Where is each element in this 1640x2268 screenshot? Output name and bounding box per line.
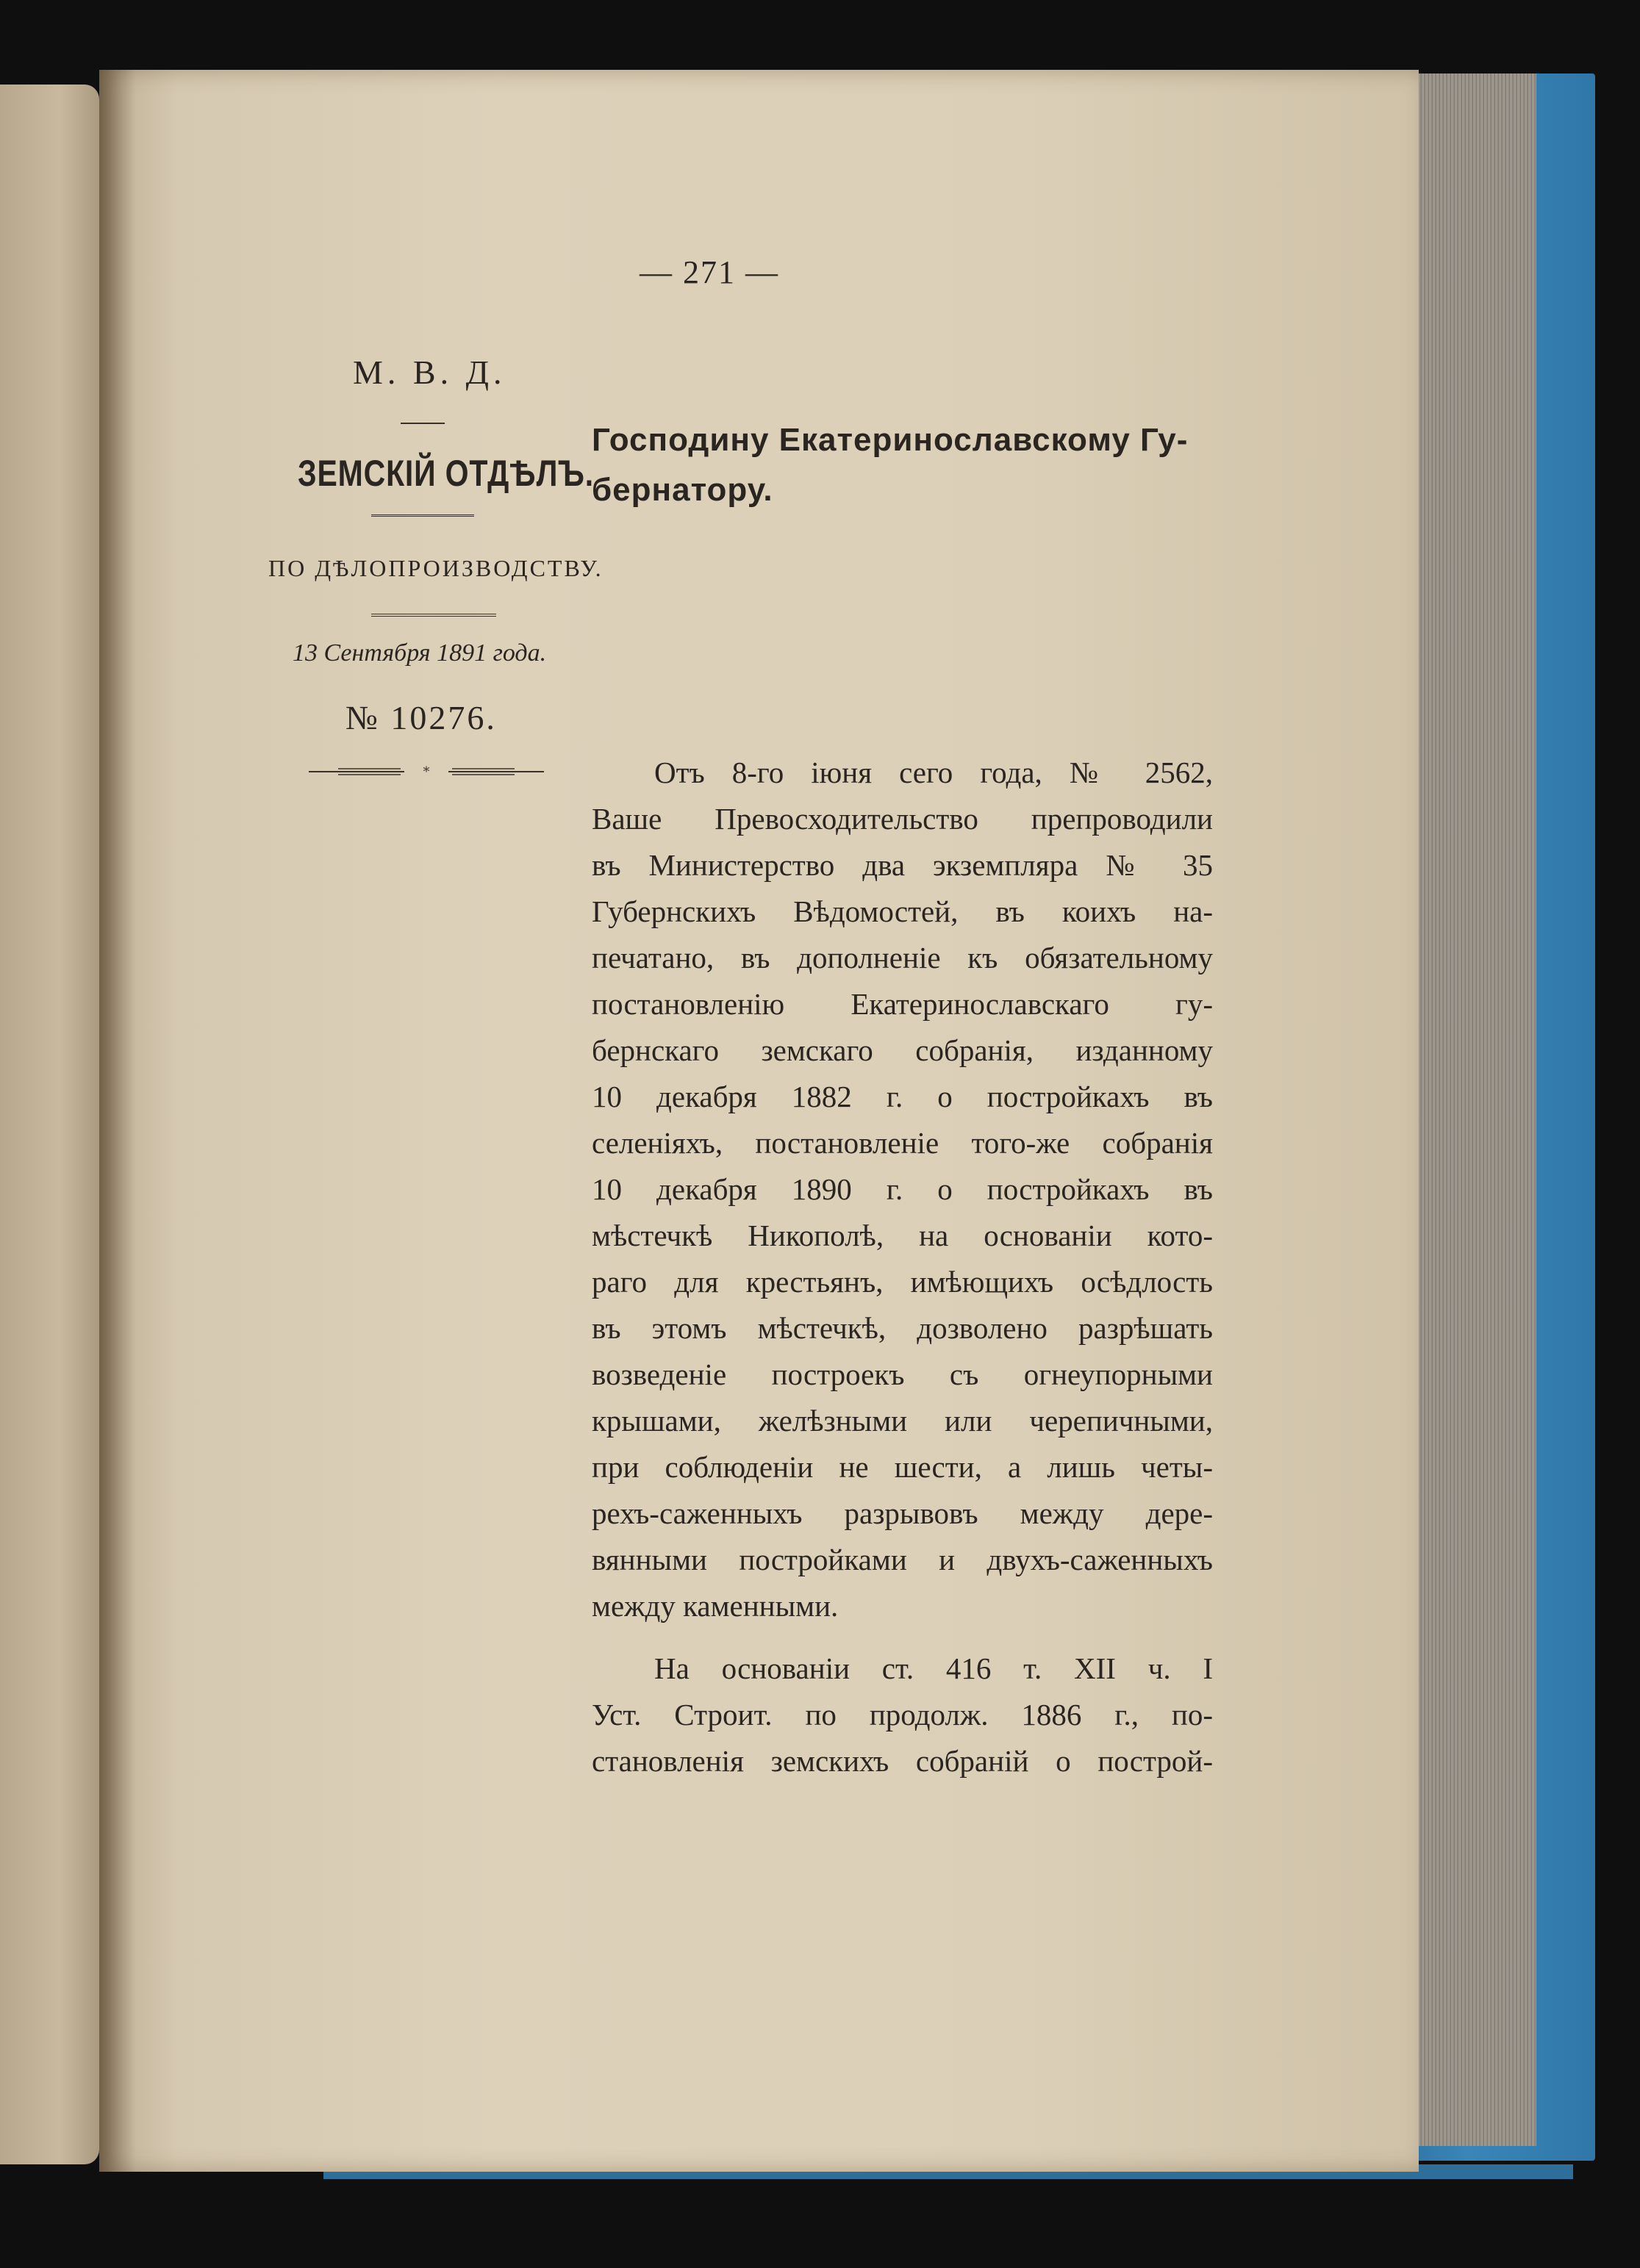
page-number: — 271 — bbox=[640, 254, 779, 290]
heading-rule bbox=[371, 514, 474, 517]
text-line: раго для крестьянъ, имѣющихъ осѣдлость bbox=[592, 1265, 1213, 1299]
text-line: вянными постройками и двухъ-саженныхъ bbox=[592, 1543, 1213, 1576]
text-line: въ Министерство два экземпляра № 35 bbox=[592, 848, 1213, 882]
text-line: Уст. Строит. по продолж. 1886 г., по- bbox=[592, 1698, 1213, 1731]
address-line: Господину Екатеринославскому Гу- bbox=[592, 422, 1189, 458]
paragraph bbox=[592, 1646, 1213, 1784]
text-line: при соблюденіи не шести, а лишь четы- bbox=[592, 1450, 1213, 1484]
document-date: 13 Сентября 1891 года. bbox=[293, 639, 547, 667]
department-heading: ЗЕМСКІЙ ОТДѢЛЪ. bbox=[298, 453, 594, 494]
office-heading: ПО ДѢЛОПРОИЗВОДСТВУ. bbox=[268, 555, 604, 581]
text-line: На основаніи ст. 416 т. XII ч. I bbox=[654, 1651, 1213, 1685]
text-line: мѣстечкѣ Никополѣ, на основаніи кото- bbox=[592, 1219, 1213, 1252]
document-number: № 10276. bbox=[345, 699, 497, 736]
text-line: селеніяхъ, постановленіе того-же собранія bbox=[592, 1126, 1213, 1160]
text-line: крышами, желѣзными или черепичными, bbox=[592, 1404, 1213, 1438]
text-line: Отъ 8-го іюня сего года, № 2562, bbox=[654, 756, 1213, 789]
text-line: Ваше Превосходительство препроводили bbox=[592, 802, 1213, 836]
heading-rule bbox=[371, 614, 496, 617]
text-line: Губернскихъ Вѣдомостей, въ коихъ на- bbox=[592, 894, 1213, 928]
svg-text:*: * bbox=[423, 764, 430, 779]
letter-body bbox=[592, 750, 1213, 1784]
text-line: становленія земскихъ собраній о построй- bbox=[592, 1744, 1213, 1778]
address-block bbox=[592, 415, 1195, 515]
text-line: постановленію Екатеринославскаго гу- bbox=[592, 987, 1213, 1021]
text-line: въ этомъ мѣстечкѣ, дозволено разрѣшать bbox=[592, 1311, 1213, 1345]
ministry-heading: М. В. Д. bbox=[353, 354, 506, 391]
gutter-shadow bbox=[99, 70, 136, 2172]
text-line: 10 декабря 1890 г. о постройкахъ въ bbox=[592, 1172, 1213, 1206]
address-line: бернатору. bbox=[592, 472, 773, 508]
text-line: рехъ-саженныхъ разрывовъ между дере- bbox=[592, 1496, 1213, 1530]
text-line: бернскаго земскаго собранія, изданному bbox=[592, 1033, 1213, 1067]
text-line: 10 декабря 1882 г. о постройкахъ въ bbox=[592, 1080, 1213, 1113]
paragraph bbox=[592, 750, 1213, 1629]
ornament-divider bbox=[309, 764, 544, 779]
left-page-edge bbox=[0, 85, 99, 2164]
text-line: печатано, въ дополненіе къ обязательному bbox=[592, 941, 1213, 975]
text-line: между каменными. bbox=[592, 1589, 839, 1623]
heading-rule bbox=[401, 423, 445, 424]
text-line: возведеніе построекъ съ огнеупорными bbox=[592, 1357, 1213, 1391]
